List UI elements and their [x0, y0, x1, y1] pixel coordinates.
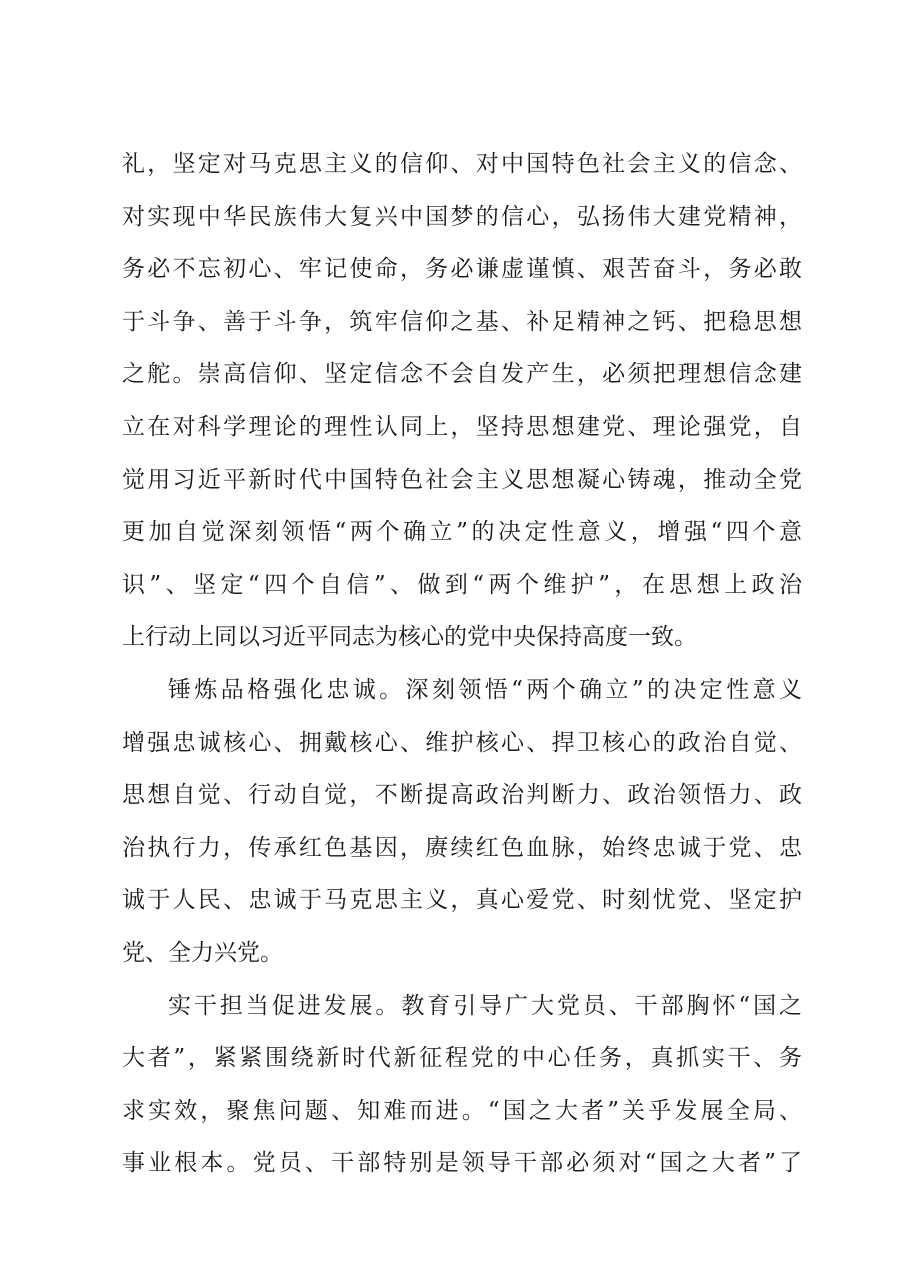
text-line: 治执行力，传承红色基因，赓续红色血脉，始终忠诚于党、忠: [122, 834, 802, 861]
text-line: 觉用习近平新时代中国特色社会主义思想凝心铸魂，推动全党: [122, 466, 802, 493]
text-line: 立在对科学理论的理性认同上，坚持思想建党、理论强党，自: [122, 413, 802, 440]
text-line: 务必不忘初心、牢记使命，务必谦虚谨慎、艰苦奋斗，务必敢: [122, 256, 802, 283]
text-line: 之舵。崇高信仰、坚定信念不会自发产生，必须把理想信念建: [122, 361, 802, 388]
text-line: 增强忠诚核心、拥戴核心、维护核心、捍卫核心的政治自觉、: [122, 729, 802, 756]
text-line: 对实现中华民族伟大复兴中国梦的信心，弘扬伟大建党精神，: [122, 203, 802, 230]
text-line: 更加自觉深刻领悟“两个确立”的决定性意义，增强“四个意: [122, 519, 802, 546]
text-line: 党、全力兴党。: [122, 939, 283, 966]
document-body: [122, 138, 802, 1190]
text-line: 锤炼品格强化忠诚。深刻领悟“两个确立”的决定性意义: [168, 676, 802, 703]
text-line: 识”、坚定“四个自信”、做到“两个维护”，在思想上政治: [122, 571, 802, 598]
text-line: 实干担当促进发展。教育引导广大党员、干部胸怀“国之: [168, 992, 802, 1019]
text-line: 大者”，紧紧围绕新时代新征程党的中心任务，真抓实干、务: [122, 1045, 802, 1072]
text-line: 思想自觉、行动自觉，不断提高政治判断力、政治领悟力、政: [122, 782, 802, 809]
paragraph-2: [122, 664, 802, 980]
text-line: 事业根本。党员、干部特别是领导干部必须对“国之大者”了: [122, 1150, 802, 1177]
paragraph-3: [122, 980, 802, 1190]
text-line: 诚于人民、忠诚于马克思主义，真心爱党、时刻忧党、坚定护: [122, 887, 802, 914]
text-line: 于斗争、善于斗争，筑牢信仰之基、补足精神之钙、把稳思想: [122, 308, 802, 335]
text-line: 上行动上同以习近平同志为核心的党中央保持高度一致。: [122, 624, 697, 651]
text-line: 求实效，聚焦问题、知难而进。“国之大者”关乎发展全局、: [122, 1097, 802, 1124]
text-line: 礼，坚定对马克思主义的信仰、对中国特色社会主义的信念、: [122, 151, 802, 177]
paragraph-1: [122, 138, 802, 664]
